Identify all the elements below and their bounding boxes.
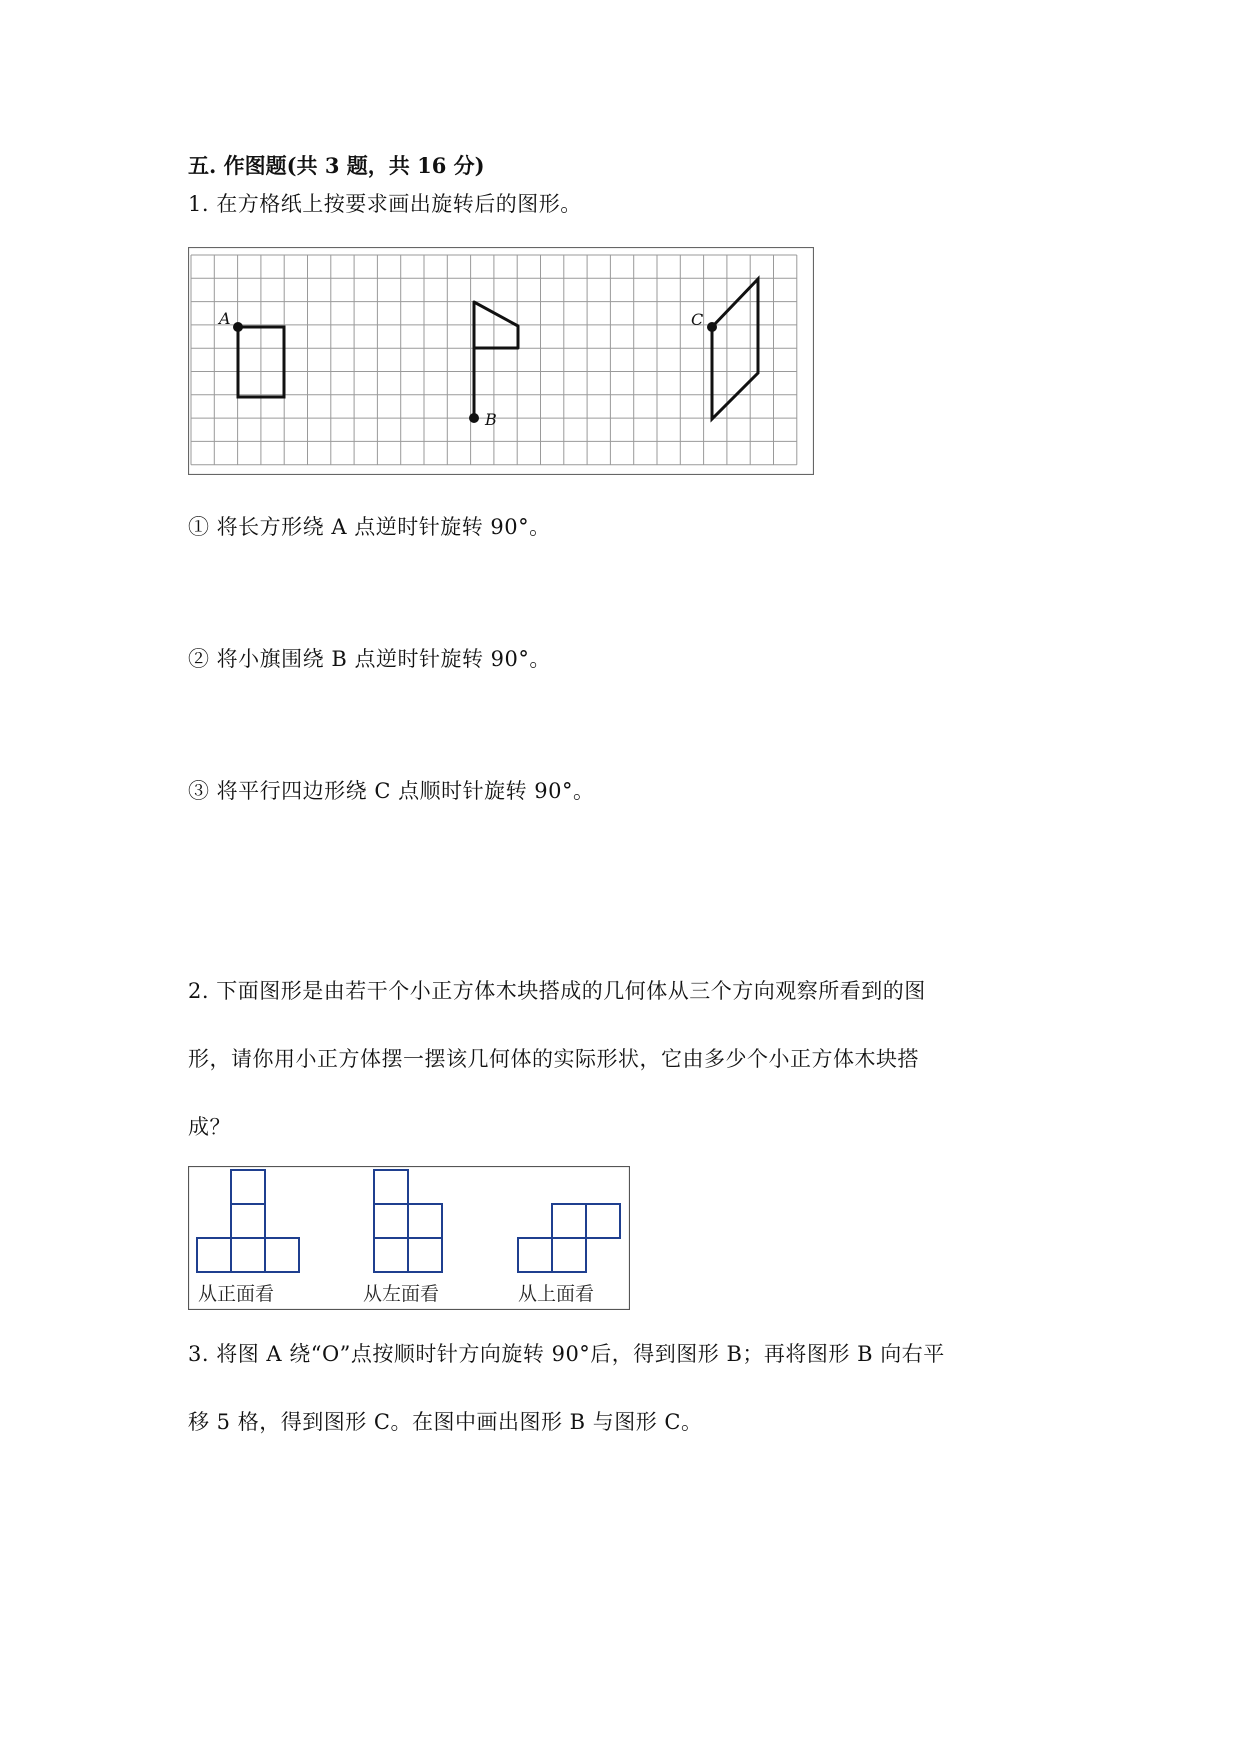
point-a xyxy=(233,322,243,332)
q3-line-1: 3. 将图 A 绕“O”点按顺时针方向旋转 90°后，得到图形 B；再将图形 B 向右平 xyxy=(188,1342,945,1366)
point-b xyxy=(469,413,479,423)
label-a: A xyxy=(219,309,231,328)
q2-views-figure xyxy=(188,1166,630,1310)
point-c xyxy=(707,322,717,332)
q3-line-2: 移 5 格，得到图形 C。在图中画出图形 B 与图形 C。 xyxy=(188,1410,703,1434)
q2-line-3: 成？ xyxy=(188,1115,231,1139)
label-c: C xyxy=(691,310,704,329)
view-label-front: 从正面看 xyxy=(198,1283,275,1305)
q2-line-1: 2. 下面图形是由若干个小正方体木块搭成的几何体从三个方向观察所看到的图 xyxy=(188,979,926,1003)
q1-item-1: ① 将长方形绕 A 点逆时针旋转 90°。 xyxy=(188,515,551,539)
q1-grid-figure xyxy=(188,247,814,475)
view-label-left: 从左面看 xyxy=(363,1283,440,1305)
label-b: B xyxy=(485,410,497,429)
q1-item-3: ③ 将平行四边形绕 C 点顺时针旋转 90°。 xyxy=(188,779,595,803)
q1-stem: 1. 在方格纸上按要求画出旋转后的图形。 xyxy=(188,192,582,216)
view-label-top: 从上面看 xyxy=(518,1283,595,1305)
q1-item-2: ② 将小旗围绕 B 点逆时针旋转 90°。 xyxy=(188,647,551,671)
q2-line-2: 形，请你用小正方体摆一摆该几何体的实际形状，它由多少个小正方体木块搭 xyxy=(188,1047,919,1071)
section-title: 五. 作图题(共 3 题，共 16 分) xyxy=(188,153,485,178)
